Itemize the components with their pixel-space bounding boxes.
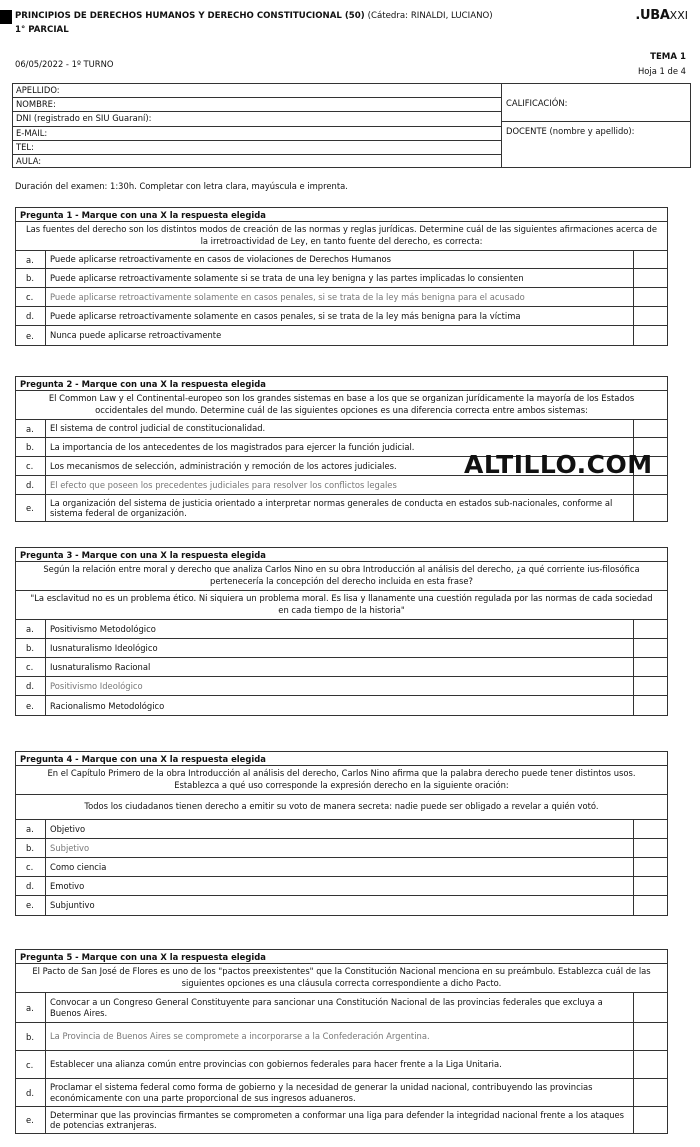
student-info-box bbox=[12, 83, 691, 168]
answer-box[interactable] bbox=[633, 877, 667, 895]
option-c[interactable]: c. Establecer una alianza común entre provincias con gobiernos federales para hacer frente a la Liga Unitaria. bbox=[16, 1051, 667, 1079]
uba-xxi-logo: .UBAXXI bbox=[635, 8, 688, 23]
answer-box[interactable] bbox=[633, 307, 667, 325]
option-e[interactable]: e. Determinar que las provincias firmantes se comprometen a conformar una liga para defender la integridad nacional frente a los ataques de potencias extranjeras. bbox=[16, 1107, 667, 1133]
option-b[interactable]: b. Iusnaturalismo Ideológico bbox=[16, 639, 667, 658]
option-b[interactable]: b. La Provincia de Buenos Aires se compromete a incorporarse a la Confederación Argentina. bbox=[16, 1023, 667, 1051]
answer-box[interactable] bbox=[633, 820, 667, 838]
answer-box[interactable] bbox=[633, 696, 667, 715]
question-1 bbox=[15, 207, 668, 346]
question-heading: Pregunta 5 - Marque con una X la respuesta elegida bbox=[16, 950, 667, 964]
answer-box[interactable] bbox=[633, 858, 667, 876]
option-b[interactable]: b. Subjetivo bbox=[16, 839, 667, 858]
answer-box[interactable] bbox=[633, 495, 667, 521]
option-e[interactable]: e. Nunca puede aplicarse retroactivamente bbox=[16, 326, 667, 345]
question-3 bbox=[15, 547, 668, 716]
option-c[interactable]: c. Iusnaturalismo Racional bbox=[16, 658, 667, 677]
option-d[interactable]: d. Puede aplicarse retroactivamente solamente en casos penales, si se trata de la ley más benigna para la víctima bbox=[16, 307, 667, 326]
exam-title: PRINCIPIOS DE DERECHOS HUMANOS Y DERECHO CONSTITUCIONAL (50) (Cátedra: RINALDI, LUCIANO) bbox=[15, 11, 493, 21]
option-c[interactable]: c. Puede aplicarse retroactivamente solamente en casos penales, si se trata de la ley más benigna para el acusado bbox=[16, 288, 667, 307]
answer-box[interactable] bbox=[633, 288, 667, 306]
answer-box[interactable] bbox=[633, 251, 667, 268]
field-dni[interactable]: DNI (registrado en SIU Guaraní): bbox=[13, 112, 501, 126]
answer-box[interactable] bbox=[633, 1107, 667, 1133]
watermark: ALTILLO.COM bbox=[464, 450, 653, 479]
question-text: Según la relación entre moral y derecho que analiza Carlos Nino en su obra Introducción al análisis del derecho, ¿a qué corriente ius-filosófica pertenecería la concepción del derecho incluida en esta frase? bbox=[16, 562, 667, 591]
option-a[interactable]: a. Objetivo bbox=[16, 820, 667, 839]
question-heading: Pregunta 3 - Marque con una X la respuesta elegida bbox=[16, 548, 667, 562]
option-e[interactable]: e. Subjuntivo bbox=[16, 896, 667, 915]
answer-box[interactable] bbox=[633, 677, 667, 695]
field-tel[interactable]: TEL: bbox=[13, 141, 501, 155]
answer-box[interactable] bbox=[633, 620, 667, 638]
question-text: Las fuentes del derecho son los distintos modos de creación de las normas y reglas jurídicas. Determine cuál de las siguientes afirmaciones acerca de la irretroactividad de Ley, en tanto fuente del derecho, es correcta: bbox=[16, 222, 667, 251]
answer-box[interactable] bbox=[633, 839, 667, 857]
option-d[interactable]: d. El efecto que poseen los precedentes judiciales para resolver los conflictos legales bbox=[16, 476, 667, 495]
option-a[interactable]: a. Convocar a un Congreso General Constituyente para sancionar una Constitución Nacional de las provincias federales que excluya a Buenos Aires. bbox=[16, 993, 667, 1023]
header-mark bbox=[0, 10, 12, 24]
answer-box[interactable] bbox=[633, 658, 667, 676]
question-heading: Pregunta 4 - Marque con una X la respuesta elegida bbox=[16, 752, 667, 766]
option-c[interactable]: c. Los mecanismos de selección, administración y remoción de los actores judiciales. bbox=[16, 457, 667, 476]
option-d[interactable]: d. Proclamar el sistema federal como forma de gobierno y la necesidad de generar la unidad nacional, contribuyendo las provincias económicamente con una parte proporcional de sus ingresos aduaneros. bbox=[16, 1079, 667, 1107]
field-email[interactable]: E-MAIL: bbox=[13, 127, 501, 141]
option-c[interactable]: c. Como ciencia bbox=[16, 858, 667, 877]
option-b[interactable]: b. La importancia de los antecedentes de los magistrados para ejercer la función judicial. bbox=[16, 438, 667, 457]
docente-label: DOCENTE (nombre y apellido): bbox=[506, 126, 635, 136]
question-quote: "La esclavitud no es un problema ético. Ni siquiera un problema moral. Es lisa y llanamente una cuestión regulada por las normas de cada sociedad en cada tiempo de la historia" bbox=[16, 591, 667, 620]
option-d[interactable]: d. Positivismo Ideológico bbox=[16, 677, 667, 696]
field-apellido[interactable]: APELLIDO: bbox=[13, 84, 501, 98]
exam-subtitle: 1° PARCIAL bbox=[15, 25, 69, 35]
question-heading: Pregunta 2 - Marque con una X la respuesta elegida bbox=[16, 377, 667, 391]
option-e[interactable]: e. Racionalismo Metodológico bbox=[16, 696, 667, 715]
question-text: El Pacto de San José de Flores es uno de los "pactos preexistentes" que la Constitución Nacional menciona en su preámbulo. Establezca cuál de las siguientes opciones es una cláusula correcta correspondiente a dicho Pacto. bbox=[16, 964, 667, 993]
option-e[interactable]: e. La organización del sistema de justicia orientado a interpretar normas generales de conducta en estados sub-nacionales, conforme al sistema federal de organización. bbox=[16, 495, 667, 521]
answer-box[interactable] bbox=[633, 1079, 667, 1106]
option-b[interactable]: b. Puede aplicarse retroactivamente solamente si se trata de una ley benigna y las partes implicadas lo consienten bbox=[16, 269, 667, 288]
question-5 bbox=[15, 949, 668, 1134]
student-fields bbox=[13, 84, 502, 167]
question-4 bbox=[15, 751, 668, 916]
option-a[interactable]: a. Positivismo Metodológico bbox=[16, 620, 667, 639]
exam-date: 06/05/2022 - 1º TURNO bbox=[15, 59, 114, 69]
page-indicator: Hoja 1 de 4 bbox=[638, 66, 686, 76]
option-d[interactable]: d. Emotivo bbox=[16, 877, 667, 896]
question-text: El Common Law y el Continental-europeo son los grandes sistemas en base a los que se organizan jurídicamente la mayoría de los Estados occidentales del mundo. Determine cuál de las siguientes opciones es una diferencia correcta entre ambos sistemas: bbox=[16, 391, 667, 420]
option-a[interactable]: a. Puede aplicarse retroactivamente en casos de violaciones de Derechos Humanos bbox=[16, 251, 667, 269]
answer-box[interactable] bbox=[633, 896, 667, 915]
answer-box[interactable] bbox=[633, 639, 667, 657]
field-nombre[interactable]: NOMBRE: bbox=[13, 98, 501, 112]
answer-box[interactable] bbox=[633, 420, 667, 437]
question-heading: Pregunta 1 - Marque con una X la respuesta elegida bbox=[16, 208, 667, 222]
question-quote: Todos los ciudadanos tienen derecho a emitir su voto de manera secreta: nadie puede ser obligado a revelar a quién votó. bbox=[16, 795, 667, 820]
question-text: En el Capítulo Primero de la obra Introducción al análisis del derecho, Carlos Nino afirma que la palabra derecho puede tener distintos usos. Establezca a qué uso corresponde la expresión derecho en la siguiente oración: bbox=[16, 766, 667, 795]
option-a[interactable]: a. El sistema de control judicial de constitucionalidad. bbox=[16, 420, 667, 438]
catedra: (Cátedra: RINALDI, LUCIANO) bbox=[367, 11, 493, 21]
answer-box[interactable] bbox=[633, 326, 667, 345]
tema-label: TEMA 1 bbox=[650, 52, 686, 62]
answer-box[interactable] bbox=[633, 269, 667, 287]
field-aula[interactable]: AULA: bbox=[16, 155, 42, 166]
answer-box[interactable] bbox=[633, 1023, 667, 1050]
calificacion-label: CALIFICACIÓN: bbox=[506, 98, 568, 108]
answer-box[interactable] bbox=[633, 1051, 667, 1078]
divider bbox=[502, 121, 690, 122]
exam-instructions: Duración del examen: 1:30h. Completar con letra clara, mayúscula e imprenta. bbox=[15, 181, 348, 191]
answer-box[interactable] bbox=[633, 993, 667, 1022]
